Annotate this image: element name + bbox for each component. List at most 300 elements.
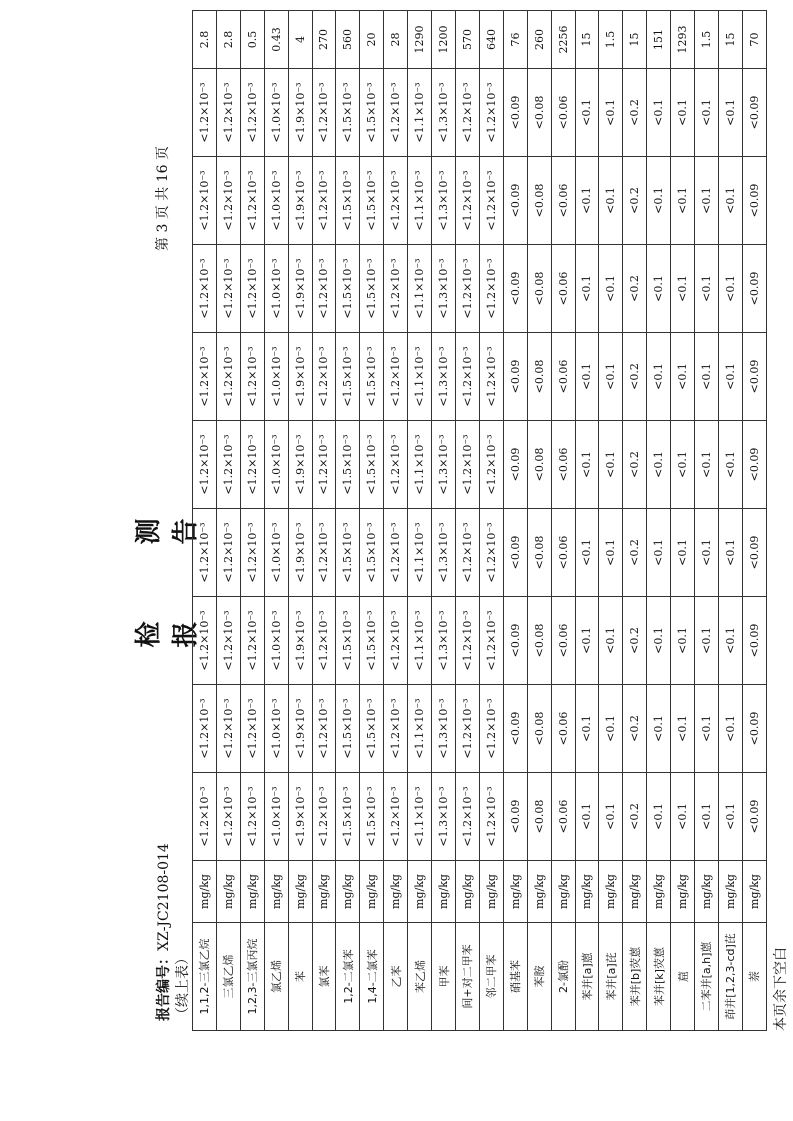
- result-cell: <1.2×10⁻³: [216, 597, 240, 685]
- standard-limit-cell: 2.8: [193, 11, 217, 69]
- report-number-label: 报告编号：: [156, 951, 172, 1021]
- result-cell: <1.2×10⁻³: [193, 773, 217, 861]
- result-cell: <1.2×10⁻³: [193, 509, 217, 597]
- result-cell: <1.2×10⁻³: [455, 685, 479, 773]
- result-cell: <1.2×10⁻³: [312, 333, 336, 421]
- result-cell: <0.1: [718, 421, 742, 509]
- result-cell: <0.08: [527, 69, 551, 157]
- standard-limit-cell: 560: [336, 11, 360, 69]
- result-cell: <0.1: [575, 773, 599, 861]
- result-cell: <0.06: [551, 333, 575, 421]
- results-table: [192, 10, 767, 1031]
- result-cell: <0.06: [551, 597, 575, 685]
- standard-limit-cell: 260: [527, 11, 551, 69]
- result-cell: <1.2×10⁻³: [193, 421, 217, 509]
- result-cell: <1.2×10⁻³: [312, 245, 336, 333]
- result-cell: <1.2×10⁻³: [240, 333, 264, 421]
- result-cell: <1.3×10⁻³: [432, 333, 456, 421]
- footer-note: 本页余下空白: [773, 947, 789, 1031]
- result-cell: <1.2×10⁻³: [479, 509, 503, 597]
- result-cell: <1.2×10⁻³: [216, 773, 240, 861]
- result-cell: <1.3×10⁻³: [432, 245, 456, 333]
- table-row: [312, 11, 336, 1031]
- result-cell: <0.1: [695, 773, 719, 861]
- result-cell: <1.2×10⁻³: [193, 157, 217, 245]
- table-row: [479, 11, 503, 1031]
- results-table-body: [193, 11, 767, 1031]
- result-cell: <0.1: [647, 773, 671, 861]
- result-cell: <1.5×10⁻³: [336, 685, 360, 773]
- standard-limit-cell: 15: [718, 11, 742, 69]
- result-cell: <1.2×10⁻³: [455, 509, 479, 597]
- result-cell: <1.2×10⁻³: [312, 685, 336, 773]
- analyte-name: 1,2,3-三氯丙烷: [240, 923, 264, 1031]
- result-cell: <0.1: [718, 597, 742, 685]
- result-cell: <0.2: [623, 685, 647, 773]
- result-cell: <0.09: [742, 597, 766, 685]
- result-cell: <0.06: [551, 157, 575, 245]
- result-cell: <1.3×10⁻³: [432, 597, 456, 685]
- table-row: [288, 11, 312, 1031]
- analyte-name: 硝基苯: [503, 923, 527, 1031]
- result-cell: <1.9×10⁻³: [288, 597, 312, 685]
- result-cell: <0.09: [742, 509, 766, 597]
- table-row: [432, 11, 456, 1031]
- result-cell: <0.06: [551, 685, 575, 773]
- table-row: [240, 11, 264, 1031]
- result-cell: <1.2×10⁻³: [216, 421, 240, 509]
- result-cell: <0.2: [623, 597, 647, 685]
- unit-cell: mg/kg: [360, 861, 384, 923]
- result-cell: <0.1: [695, 509, 719, 597]
- analyte-name: 三氯乙烯: [216, 923, 240, 1031]
- result-cell: <0.1: [695, 421, 719, 509]
- result-cell: <0.09: [503, 773, 527, 861]
- analyte-name: 苯乙烯: [408, 923, 432, 1031]
- result-cell: <0.1: [647, 509, 671, 597]
- result-cell: <0.1: [671, 245, 695, 333]
- unit-cell: mg/kg: [240, 861, 264, 923]
- result-cell: <0.1: [647, 333, 671, 421]
- result-cell: <0.2: [623, 333, 647, 421]
- result-cell: <1.2×10⁻³: [240, 597, 264, 685]
- result-cell: <0.06: [551, 421, 575, 509]
- result-cell: <1.2×10⁻³: [455, 69, 479, 157]
- result-cell: <0.2: [623, 245, 647, 333]
- result-cell: <0.1: [647, 685, 671, 773]
- result-cell: <0.1: [599, 245, 623, 333]
- standard-limit-cell: 1290: [408, 11, 432, 69]
- result-cell: <1.1×10⁻³: [408, 773, 432, 861]
- result-cell: <1.5×10⁻³: [336, 69, 360, 157]
- result-cell: <1.2×10⁻³: [384, 597, 408, 685]
- result-cell: <1.2×10⁻³: [193, 333, 217, 421]
- result-cell: <1.3×10⁻³: [432, 773, 456, 861]
- result-cell: <0.1: [695, 333, 719, 421]
- result-cell: <1.2×10⁻³: [216, 333, 240, 421]
- result-cell: <0.09: [503, 245, 527, 333]
- analyte-name: 邻二甲苯: [479, 923, 503, 1031]
- result-cell: <0.2: [623, 69, 647, 157]
- result-cell: <0.06: [551, 69, 575, 157]
- result-cell: <1.5×10⁻³: [336, 597, 360, 685]
- result-cell: <1.2×10⁻³: [455, 597, 479, 685]
- result-cell: <1.2×10⁻³: [193, 597, 217, 685]
- table-row: [455, 11, 479, 1031]
- result-cell: <1.5×10⁻³: [336, 245, 360, 333]
- result-cell: <0.1: [599, 157, 623, 245]
- result-cell: <0.09: [503, 509, 527, 597]
- result-cell: <0.09: [742, 421, 766, 509]
- result-cell: <1.2×10⁻³: [479, 685, 503, 773]
- result-cell: <1.0×10⁻³: [264, 421, 288, 509]
- table-row: [503, 11, 527, 1031]
- unit-cell: mg/kg: [575, 861, 599, 923]
- result-cell: <1.5×10⁻³: [360, 685, 384, 773]
- report-number: XZ-JC2108-014: [156, 843, 172, 951]
- analyte-name: 茚并[1,2,3-cd]芘: [718, 923, 742, 1031]
- unit-cell: mg/kg: [599, 861, 623, 923]
- result-cell: <0.1: [599, 773, 623, 861]
- standard-limit-cell: 15: [575, 11, 599, 69]
- standard-limit-cell: 2256: [551, 11, 575, 69]
- analyte-name: 乙苯: [384, 923, 408, 1031]
- result-cell: <1.9×10⁻³: [288, 157, 312, 245]
- result-cell: <1.2×10⁻³: [312, 597, 336, 685]
- analyte-name: 2-氯酚: [551, 923, 575, 1031]
- analyte-name: 苯并[a]芘: [599, 923, 623, 1031]
- result-cell: <1.3×10⁻³: [432, 69, 456, 157]
- result-cell: <0.1: [647, 245, 671, 333]
- unit-cell: mg/kg: [216, 861, 240, 923]
- result-cell: <1.1×10⁻³: [408, 597, 432, 685]
- unit-cell: mg/kg: [312, 861, 336, 923]
- analyte-name: 氯乙烯: [264, 923, 288, 1031]
- result-cell: <1.5×10⁻³: [360, 157, 384, 245]
- result-cell: <0.1: [718, 773, 742, 861]
- result-cell: <1.0×10⁻³: [264, 333, 288, 421]
- result-cell: <1.1×10⁻³: [408, 245, 432, 333]
- result-cell: <1.2×10⁻³: [479, 333, 503, 421]
- standard-limit-cell: 1200: [432, 11, 456, 69]
- result-cell: <1.9×10⁻³: [288, 773, 312, 861]
- result-cell: <1.2×10⁻³: [455, 157, 479, 245]
- result-cell: <0.2: [623, 509, 647, 597]
- page-number: 第 3 页 共 16 页: [155, 146, 171, 251]
- result-cell: <0.08: [527, 685, 551, 773]
- result-cell: <0.09: [503, 333, 527, 421]
- result-cell: <0.1: [695, 69, 719, 157]
- standard-limit-cell: 1.5: [599, 11, 623, 69]
- result-cell: <1.2×10⁻³: [240, 157, 264, 245]
- result-cell: <1.2×10⁻³: [312, 157, 336, 245]
- unit-cell: mg/kg: [742, 861, 766, 923]
- result-cell: <0.08: [527, 245, 551, 333]
- result-cell: <0.1: [671, 597, 695, 685]
- result-cell: <0.1: [575, 597, 599, 685]
- result-cell: <0.09: [742, 685, 766, 773]
- result-cell: <1.0×10⁻³: [264, 157, 288, 245]
- analyte-name: 苯并[k]荧蒽: [647, 923, 671, 1031]
- standard-limit-cell: 4: [288, 11, 312, 69]
- result-cell: <1.2×10⁻³: [384, 509, 408, 597]
- analyte-name: 萘: [742, 923, 766, 1031]
- result-cell: <0.1: [647, 157, 671, 245]
- result-cell: <0.1: [718, 509, 742, 597]
- result-cell: <1.2×10⁻³: [240, 245, 264, 333]
- result-cell: <1.3×10⁻³: [432, 685, 456, 773]
- analyte-name: 间+对二甲苯: [455, 923, 479, 1031]
- result-cell: <0.09: [742, 69, 766, 157]
- table-row: [193, 11, 217, 1031]
- result-cell: <0.1: [671, 509, 695, 597]
- result-cell: <0.08: [527, 157, 551, 245]
- result-cell: <0.08: [527, 333, 551, 421]
- table-row: [647, 11, 671, 1031]
- result-cell: <0.09: [742, 773, 766, 861]
- result-cell: <0.1: [599, 69, 623, 157]
- report-number-line: [153, 843, 173, 1021]
- analyte-name: 䓛: [671, 923, 695, 1031]
- analyte-name: 1,1,2-三氯乙烷: [193, 923, 217, 1031]
- unit-cell: mg/kg: [384, 861, 408, 923]
- table-row: [408, 11, 432, 1031]
- result-cell: <1.1×10⁻³: [408, 685, 432, 773]
- result-cell: <1.5×10⁻³: [360, 69, 384, 157]
- unit-cell: mg/kg: [264, 861, 288, 923]
- result-cell: <1.3×10⁻³: [432, 157, 456, 245]
- result-cell: <1.1×10⁻³: [408, 333, 432, 421]
- result-cell: <1.2×10⁻³: [312, 509, 336, 597]
- result-cell: <0.1: [575, 157, 599, 245]
- result-cell: <1.9×10⁻³: [288, 69, 312, 157]
- result-cell: <0.1: [718, 69, 742, 157]
- result-cell: <0.09: [503, 69, 527, 157]
- table-row: [264, 11, 288, 1031]
- result-cell: <0.1: [599, 509, 623, 597]
- result-cell: <0.1: [599, 685, 623, 773]
- result-cell: <0.2: [623, 773, 647, 861]
- result-cell: <0.1: [695, 157, 719, 245]
- standard-limit-cell: 70: [742, 11, 766, 69]
- result-cell: <1.5×10⁻³: [360, 245, 384, 333]
- analyte-name: 苯: [288, 923, 312, 1031]
- standard-limit-cell: 640: [479, 11, 503, 69]
- result-cell: <0.1: [575, 333, 599, 421]
- table-row: [551, 11, 575, 1031]
- result-cell: <1.2×10⁻³: [216, 69, 240, 157]
- report-title: 检 测 报 告: [134, 484, 201, 648]
- table-row: [718, 11, 742, 1031]
- result-cell: <0.09: [742, 157, 766, 245]
- result-cell: <0.1: [575, 509, 599, 597]
- analyte-name: 苯胺: [527, 923, 551, 1031]
- result-cell: <1.2×10⁻³: [312, 773, 336, 861]
- unit-cell: mg/kg: [479, 861, 503, 923]
- result-cell: <1.2×10⁻³: [216, 157, 240, 245]
- unit-cell: mg/kg: [408, 861, 432, 923]
- continued-note: （续上表）: [175, 951, 191, 1021]
- standard-limit-cell: 1.5: [695, 11, 719, 69]
- result-cell: <0.2: [623, 421, 647, 509]
- unit-cell: mg/kg: [623, 861, 647, 923]
- standard-limit-cell: 20: [360, 11, 384, 69]
- result-cell: <0.1: [599, 333, 623, 421]
- standard-limit-cell: 76: [503, 11, 527, 69]
- unit-cell: mg/kg: [671, 861, 695, 923]
- result-cell: <1.5×10⁻³: [360, 421, 384, 509]
- result-cell: <1.5×10⁻³: [360, 773, 384, 861]
- analyte-name: 二苯并[a,h]蒽: [695, 923, 719, 1031]
- unit-cell: mg/kg: [695, 861, 719, 923]
- result-cell: <1.2×10⁻³: [384, 69, 408, 157]
- result-cell: <1.3×10⁻³: [432, 421, 456, 509]
- result-cell: <1.2×10⁻³: [384, 685, 408, 773]
- standard-limit-cell: 570: [455, 11, 479, 69]
- result-cell: <1.5×10⁻³: [336, 157, 360, 245]
- result-cell: <1.2×10⁻³: [240, 69, 264, 157]
- table-row: [216, 11, 240, 1031]
- result-cell: <1.0×10⁻³: [264, 245, 288, 333]
- result-cell: <0.06: [551, 509, 575, 597]
- result-cell: <1.2×10⁻³: [455, 245, 479, 333]
- unit-cell: mg/kg: [718, 861, 742, 923]
- result-cell: <1.9×10⁻³: [288, 421, 312, 509]
- result-cell: <1.5×10⁻³: [336, 333, 360, 421]
- result-cell: <1.2×10⁻³: [455, 773, 479, 861]
- result-cell: <1.2×10⁻³: [240, 509, 264, 597]
- result-cell: <0.08: [527, 597, 551, 685]
- standard-limit-cell: 15: [623, 11, 647, 69]
- result-cell: <1.2×10⁻³: [240, 685, 264, 773]
- unit-cell: mg/kg: [336, 861, 360, 923]
- result-cell: <1.1×10⁻³: [408, 509, 432, 597]
- standard-limit-cell: 1293: [671, 11, 695, 69]
- result-cell: <0.09: [742, 333, 766, 421]
- table-row: [599, 11, 623, 1031]
- result-cell: <0.1: [718, 685, 742, 773]
- result-cell: <0.09: [503, 597, 527, 685]
- result-cell: <1.9×10⁻³: [288, 333, 312, 421]
- table-row: [527, 11, 551, 1031]
- result-cell: <0.1: [671, 69, 695, 157]
- result-cell: <0.1: [718, 245, 742, 333]
- result-cell: <0.2: [623, 157, 647, 245]
- result-cell: <1.2×10⁻³: [479, 597, 503, 685]
- result-cell: <0.09: [503, 421, 527, 509]
- result-cell: <0.08: [527, 773, 551, 861]
- result-cell: <0.1: [647, 597, 671, 685]
- result-cell: <1.2×10⁻³: [216, 245, 240, 333]
- table-row: [742, 11, 766, 1031]
- result-cell: <1.2×10⁻³: [479, 773, 503, 861]
- result-cell: <0.1: [671, 333, 695, 421]
- unit-cell: mg/kg: [455, 861, 479, 923]
- result-cell: <1.2×10⁻³: [384, 157, 408, 245]
- result-cell: <0.1: [599, 597, 623, 685]
- result-cell: <0.1: [671, 773, 695, 861]
- result-cell: <1.2×10⁻³: [384, 333, 408, 421]
- result-cell: <1.2×10⁻³: [384, 421, 408, 509]
- result-cell: <1.9×10⁻³: [288, 245, 312, 333]
- result-cell: <1.2×10⁻³: [240, 773, 264, 861]
- result-cell: <1.0×10⁻³: [264, 69, 288, 157]
- table-row: [695, 11, 719, 1031]
- result-cell: <1.0×10⁻³: [264, 773, 288, 861]
- result-cell: <0.1: [575, 69, 599, 157]
- result-cell: <0.1: [599, 421, 623, 509]
- result-cell: <1.3×10⁻³: [432, 509, 456, 597]
- unit-cell: mg/kg: [503, 861, 527, 923]
- result-cell: <1.2×10⁻³: [479, 245, 503, 333]
- result-cell: <0.1: [718, 157, 742, 245]
- result-cell: <0.09: [503, 685, 527, 773]
- result-cell: <1.2×10⁻³: [193, 69, 217, 157]
- result-cell: <1.1×10⁻³: [408, 421, 432, 509]
- analyte-name: 1,4-二氯苯: [360, 923, 384, 1031]
- result-cell: <0.08: [527, 421, 551, 509]
- result-cell: <0.1: [695, 597, 719, 685]
- result-cell: <0.1: [575, 421, 599, 509]
- result-cell: <1.1×10⁻³: [408, 69, 432, 157]
- analyte-name: 氯苯: [312, 923, 336, 1031]
- table-row: [336, 11, 360, 1031]
- result-cell: <1.2×10⁻³: [312, 69, 336, 157]
- result-cell: <1.2×10⁻³: [193, 685, 217, 773]
- result-cell: <1.5×10⁻³: [360, 509, 384, 597]
- table-row: [384, 11, 408, 1031]
- result-cell: <1.2×10⁻³: [216, 685, 240, 773]
- table-row: [360, 11, 384, 1031]
- result-cell: <1.0×10⁻³: [264, 597, 288, 685]
- analyte-name: 1,2-二氯苯: [336, 923, 360, 1031]
- unit-cell: mg/kg: [551, 861, 575, 923]
- result-cell: <1.2×10⁻³: [216, 509, 240, 597]
- result-cell: <0.1: [575, 685, 599, 773]
- result-cell: <1.5×10⁻³: [360, 333, 384, 421]
- unit-cell: mg/kg: [193, 861, 217, 923]
- unit-cell: mg/kg: [432, 861, 456, 923]
- result-cell: <1.2×10⁻³: [455, 421, 479, 509]
- table-row: [575, 11, 599, 1031]
- result-cell: <0.1: [718, 333, 742, 421]
- unit-cell: mg/kg: [288, 861, 312, 923]
- standard-limit-cell: 0.43: [264, 11, 288, 69]
- result-cell: <0.1: [671, 685, 695, 773]
- result-cell: <0.08: [527, 509, 551, 597]
- result-cell: <1.0×10⁻³: [264, 685, 288, 773]
- standard-limit-cell: 2.8: [216, 11, 240, 69]
- result-cell: <1.5×10⁻³: [336, 509, 360, 597]
- result-cell: <0.09: [742, 245, 766, 333]
- analyte-name: 甲苯: [432, 923, 456, 1031]
- result-cell: <0.06: [551, 773, 575, 861]
- result-cell: <1.5×10⁻³: [336, 773, 360, 861]
- result-cell: <0.1: [647, 421, 671, 509]
- result-cell: <1.9×10⁻³: [288, 685, 312, 773]
- result-cell: <0.09: [503, 157, 527, 245]
- table-row: [671, 11, 695, 1031]
- analyte-name: 苯并[a]蒽: [575, 923, 599, 1031]
- unit-cell: mg/kg: [527, 861, 551, 923]
- analyte-name: 苯并[b]荧蒽: [623, 923, 647, 1031]
- result-cell: <0.1: [695, 685, 719, 773]
- standard-limit-cell: 28: [384, 11, 408, 69]
- result-cell: <1.2×10⁻³: [479, 69, 503, 157]
- result-cell: <0.1: [671, 157, 695, 245]
- result-cell: <1.2×10⁻³: [384, 245, 408, 333]
- result-cell: <1.0×10⁻³: [264, 509, 288, 597]
